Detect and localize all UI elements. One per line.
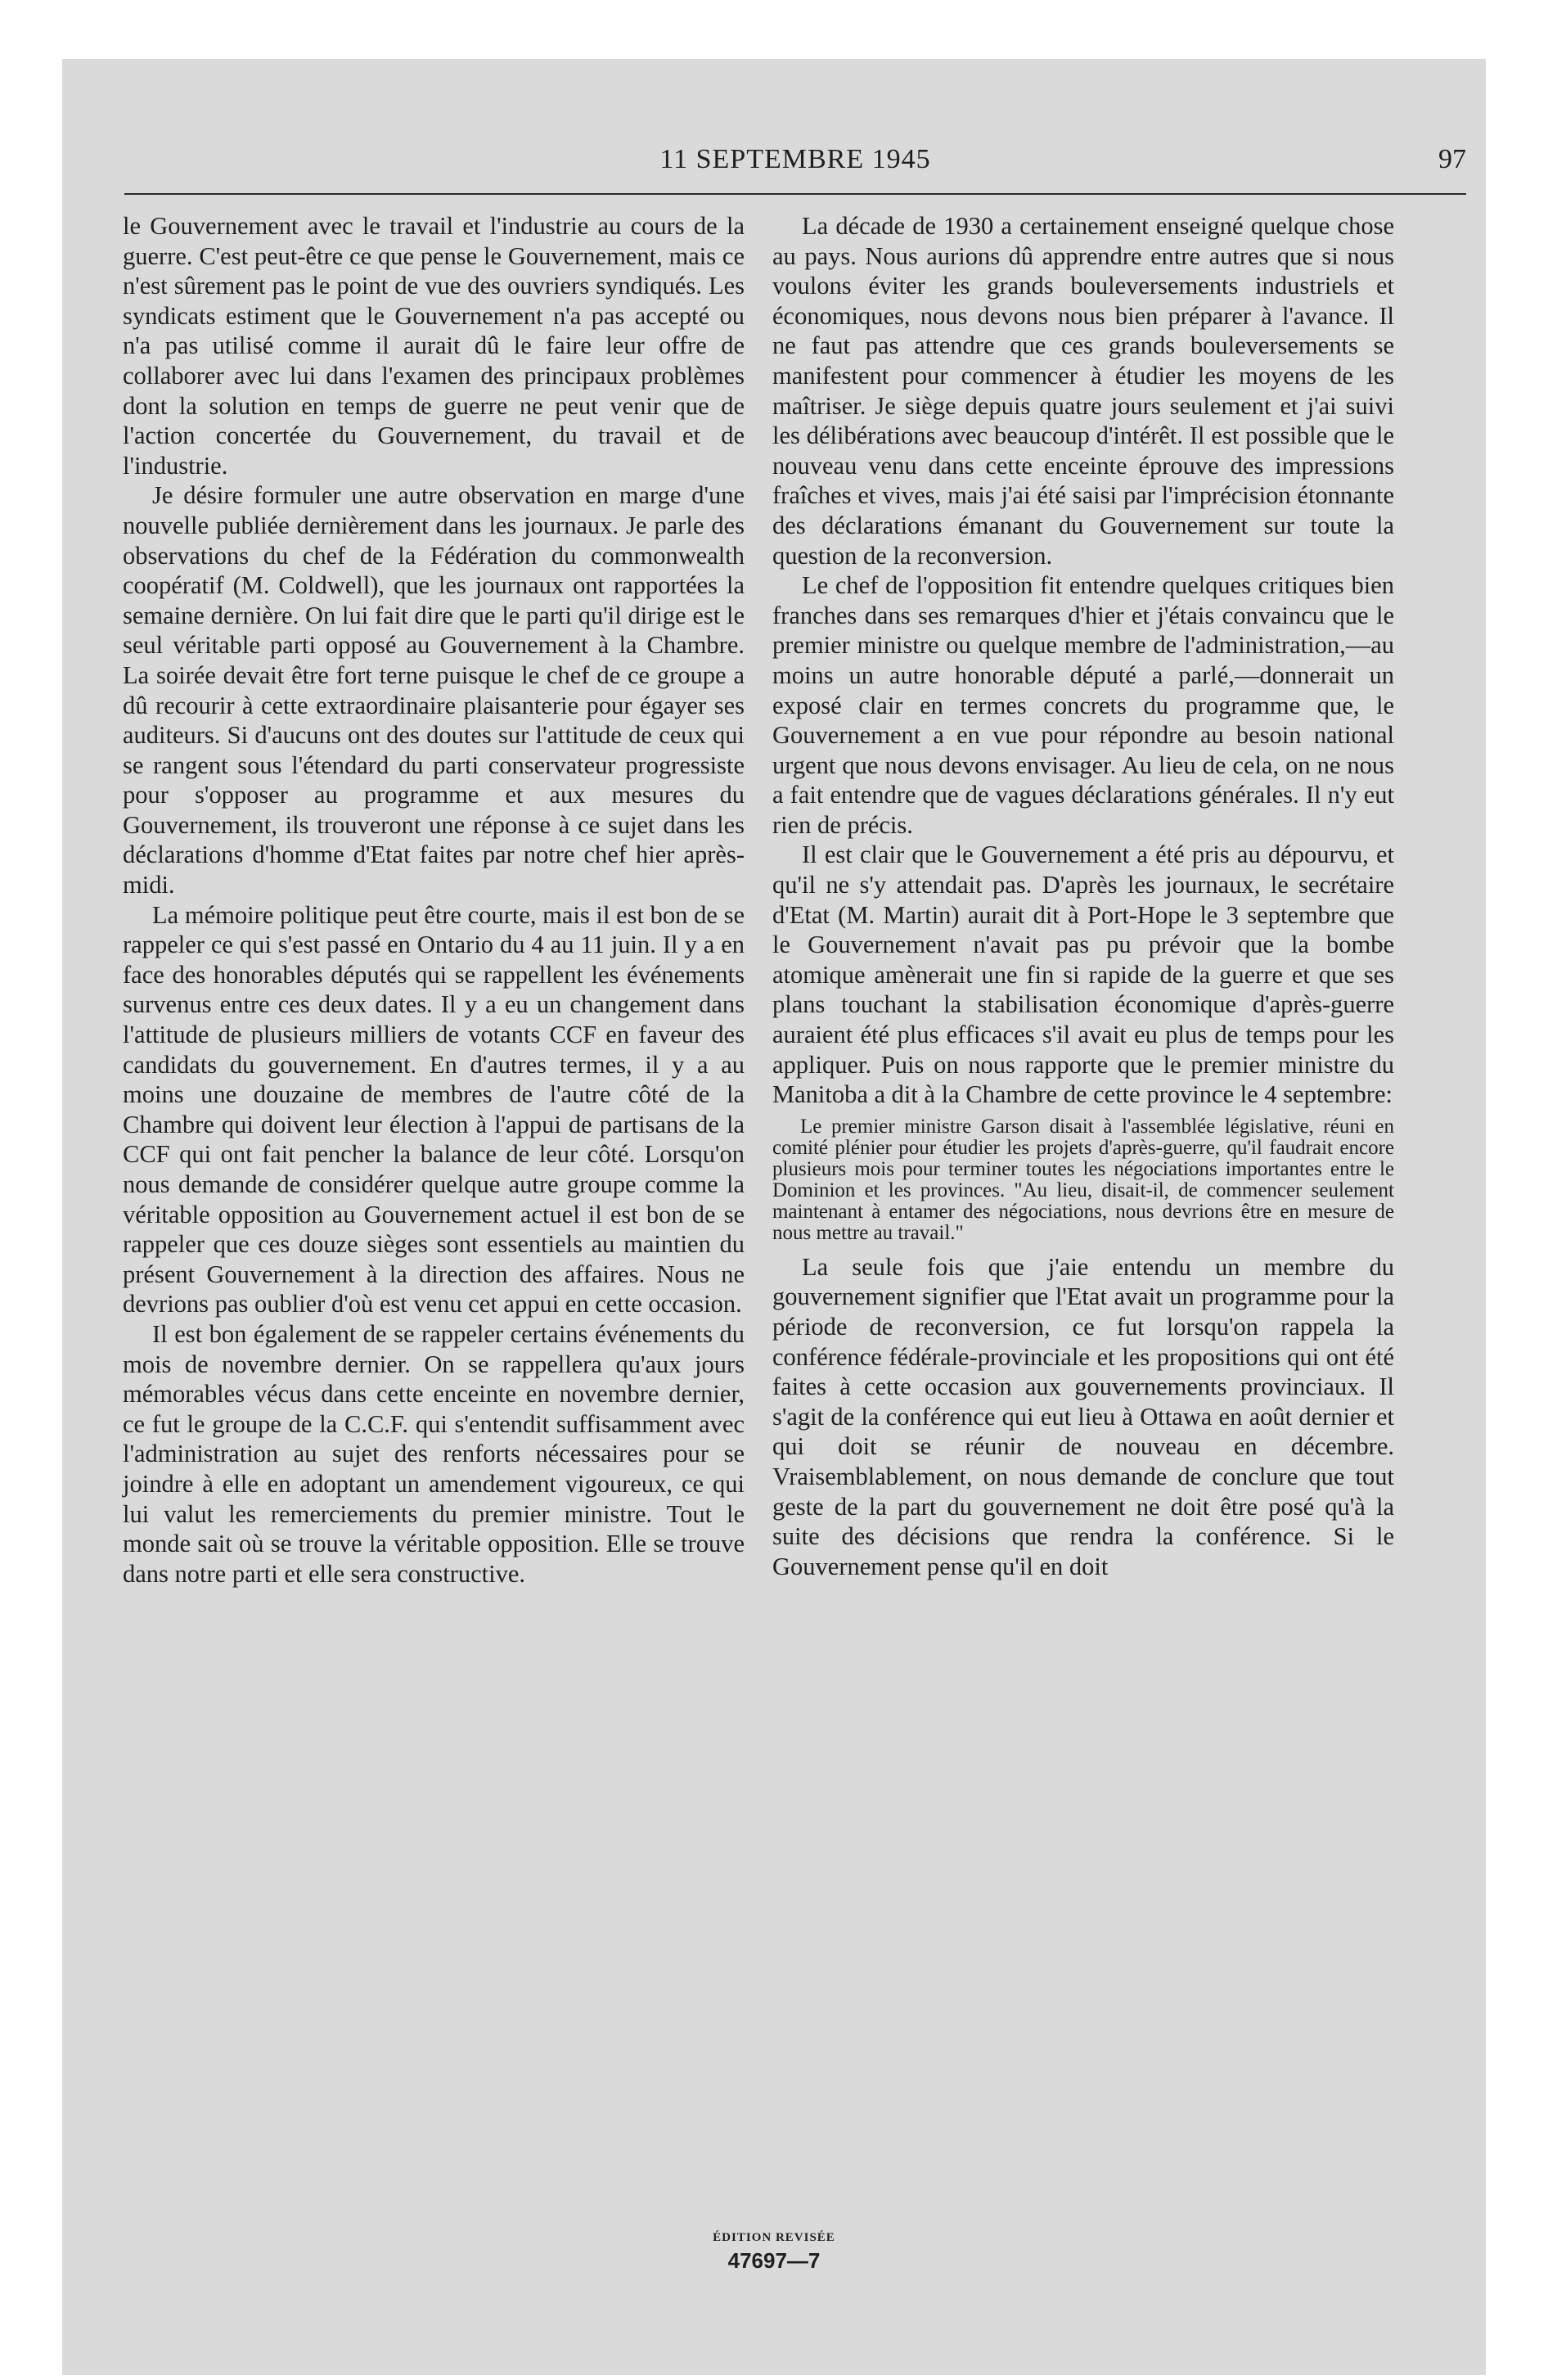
paragraph: le Gouvernement avec le travail et l'industrie au cours de la guerre. C'est peut-être ce que pense le Gouvernement, mais ce n'est sûrement pas le point de vue des ouvriers syndiqués. Les syndicats estiment que le Gouvernement n'a pas accepté ou n'a pas utilisé comme il aurait dû le faire leur offre de collaborer avec lui dans l'examen des principaux problèmes dont la solution en temps de guerre ne peut venir que de l'action concertée du Gouvernement, du travail et de l'industrie. — [123, 212, 745, 480]
header-date: 11 SEPTEMBRE 1945 — [659, 144, 931, 174]
edition-label: ÉDITION REVISÉE — [713, 2231, 835, 2244]
block-quote: Le premier ministre Garson disait à l'assemblée législative, réuni en comité plénier pour étudier les projets d'après-guerre, qu'il faudrait encore plusieurs mois pour terminer toutes les négociations importantes entre le Dominion et les provinces. "Au lieu, disait-il, de commencer seulement maintenant à entamer des négociations, nous devrions être en mesure de nous mettre au travail." — [772, 1115, 1394, 1244]
scanned-page-background — [62, 59, 1486, 2375]
paragraph: Le chef de l'opposition fit entendre quelques critiques bien franches dans ses remarques d'hier et j'étais convaincu que le premier ministre ou quelque membre de l'administration,—au moins un autre honorable député a parlé,—donnerait un exposé clair en termes concrets du programme que, le Gouvernement a en vue pour répondre au besoin national urgent que nous devons envisager. Au lieu de cela, on ne nous a fait entendre que de vagues déclarations générales. Il n'y eut rien de précis. — [772, 571, 1394, 839]
right-column — [772, 211, 1394, 1581]
paragraph: Je désire formuler une autre observation en marge d'une nouvelle publiée dernièrement dans les journaux. Je parle des observations du chef de la Fédération du commonwealth coopératif (M. Coldwell), que les journaux ont rapportées la semaine dernière. On lui fait dire que le parti qu'il dirige est le seul véritable parti opposé au Gouvernement à la Chambre. La soirée devait être fort terne puisque le chef de ce groupe a dû recourir à cette extraordinaire plaisanterie pour égayer ses auditeurs. Si d'aucuns ont des doutes sur l'attitude de ceux qui se rangent sous l'étendard du parti conservateur progressiste pour s'opposer au programme et aux mesures du Gouvernement, ils trouveront une réponse à ce sujet dans les déclarations d'homme d'Etat faites par notre chef hier après-midi. — [123, 481, 745, 899]
paragraph: Il est bon également de se rappeler certains événements du mois de novembre dernier. On se rappellera qu'aux jours mémorables vécus dans cette enceinte en novembre dernier, ce fut le groupe de la C.C.F. qui s'entendit suffisamment avec l'administration au sujet des renforts nécessaires pour se joindre à elle en adoptant un amendement vigoureux, ce qui lui valut les remerciements du premier ministre. Tout le monde sait où se trouve la véritable opposition. Elle se trouve dans notre parti et elle sera constructive. — [123, 1319, 745, 1588]
page-number: 97 — [1438, 144, 1466, 174]
paragraph: La mémoire politique peut être courte, mais il est bon de se rappeler ce qui s'est passé en Ontario du 4 au 11 juin. Il y a en face des honorables députés qui se rappellent les événements survenus entre ces deux dates. Il y a eu un changement dans l'attitude de plusieurs milliers de votants CCF en faveur des candidats du gouvernement. En d'autres termes, il y a au moins une douzaine de membres de l'autre côté de la Chambre qui doivent leur élection à l'appui de partisans de la CCF qui ont fait pencher la balance de leur côté. Lorsqu'on nous demande de considérer quelque autre groupe comme la véritable opposition au Gouvernement actuel il est bon de se rappeler que ces douze sièges sont essentiels au maintien du présent Gouvernement à la direction des affaires. Nous ne devrions pas oublier d'où est venu cet appui en cette occasion. — [123, 900, 745, 1318]
paragraph: La décade de 1930 a certainement enseigné quelque chose au pays. Nous aurions dû apprendre entre autres que si nous voulons éviter les grands bouleversements industriels et économiques, nous devons nous bien préparer à l'avance. Il ne faut pas attendre que ces grands bouleversements se manifestent pour commencer à étudier les moyens de les maîtriser. Je siège depuis quatre jours seulement et j'ai suivi les délibérations avec beaucoup d'intérêt. Il est possible que le nouveau venu dans cette enceinte éprouve des impressions fraîches et vives, mais j'ai été saisi par l'imprécision étonnante des déclarations émanant du Gouvernement sur toute la question de la reconversion. — [772, 212, 1394, 570]
page-footer — [62, 2231, 1486, 2274]
print-code: 47697—7 — [727, 2248, 821, 2273]
header-rule — [124, 193, 1466, 195]
document-page — [62, 59, 1486, 2375]
paragraph: La seule fois que j'aie entendu un membre du gouvernement signifier que l'Etat avait un programme pour la période de reconversion, ce fut lorsqu'on rappela la conférence fédérale-provinciale et les propositions qui ont été faites à cette occasion aux gouvernements provinciaux. Il s'agit de la conférence qui eut lieu à Ottawa en août dernier et qui doit se réunir de nouveau en décembre. Vraisemblablement, on nous demande de conclure que tout geste de la part du gouvernement ne doit être posé qu'à la suite des décisions que rendra la conférence. Si le Gouvernement pense qu'il en doit — [772, 1252, 1394, 1580]
page-header — [124, 144, 1466, 193]
paragraph: Il est clair que le Gouvernement a été pris au dépourvu, et qu'il ne s'y attendait pas. D'après les journaux, le secrétaire d'Etat (M. Martin) aurait dit à Port-Hope le 3 septembre que le Gouvernement n'avait pas pu prévoir que la bombe atomique amènerait une fin si rapide de la guerre et que ses plans touchant la stabilisation économique d'après-guerre auraient été plus efficaces s'il avait eu plus de temps pour les appliquer. Puis on nous rapporte que le premier ministre du Manitoba a dit à la Chambre de cette province le 4 septembre: — [772, 841, 1394, 1109]
left-column — [123, 211, 745, 1589]
